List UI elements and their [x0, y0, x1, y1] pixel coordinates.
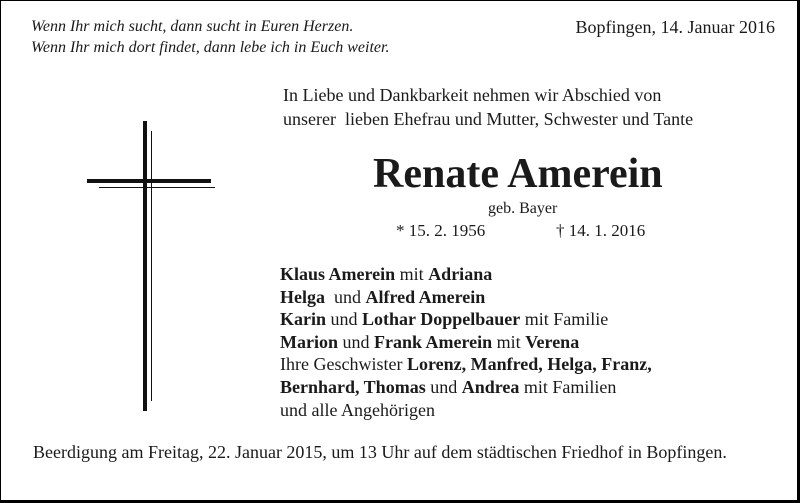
mourner-line	[280, 308, 652, 331]
mourner-text: Ihre Geschwister	[280, 354, 407, 375]
intro-line-2: unserer lieben Ehefrau und Mutter, Schwester und Tante	[283, 109, 694, 129]
mourners-list	[280, 263, 652, 421]
mourner-line	[280, 331, 652, 354]
mourner-text: und	[425, 376, 462, 397]
deceased-name: Renate Amerein	[373, 151, 663, 197]
mourner-text: mit	[395, 264, 429, 284]
mourner-name: Karin	[280, 309, 327, 330]
maiden-name: geb. Bayer	[488, 200, 558, 217]
motto-line-2: Wenn Ihr mich dort findet, dann lebe ich in Euch weiter.	[31, 39, 390, 56]
mourner-text: und alle Angehörigen	[280, 399, 435, 420]
funeral-info: Beerdigung am Freitag, 22. Januar 2015, um 13 Uhr auf dem städtischen Friedhof in Bopfingen.	[33, 442, 727, 462]
death-date: † 14. 1. 2016	[556, 221, 646, 240]
mourner-name: Andrea	[461, 376, 520, 397]
mourner-name: Klaus Amerein	[280, 264, 396, 284]
mourner-name: Adriana	[428, 264, 493, 284]
mourner-text: mit Familie	[520, 309, 609, 330]
intro-text	[283, 83, 693, 131]
mourner-name: Lorenz, Manfred, Helga, Franz,	[406, 354, 652, 375]
cross-icon	[87, 121, 215, 411]
mourner-text: mit Familien	[519, 376, 617, 397]
intro-line-1: In Liebe und Dankbarkeit nehmen wir Abschied von	[283, 85, 662, 105]
mourner-line	[280, 399, 652, 422]
mourner-name: Verena	[525, 331, 580, 352]
mourner-name: Frank Amerein	[374, 331, 493, 352]
life-dates	[396, 220, 646, 242]
mourner-name: Alfred Amerein	[365, 286, 486, 307]
mourner-name: Bernhard, Thomas	[280, 376, 426, 397]
motto-line-1: Wenn Ihr mich sucht, dann sucht in Euren Herzen.	[31, 18, 354, 35]
mourner-line	[280, 286, 652, 309]
mourner-line	[280, 353, 652, 376]
birth-date: * 15. 2. 1956	[396, 221, 486, 240]
mourner-name: Lothar Doppelbauer	[362, 309, 521, 330]
place-date: Bopfingen, 14. Januar 2016	[575, 17, 775, 37]
motto-quote	[31, 16, 389, 58]
mourner-line	[280, 376, 652, 399]
mourner-text: und	[325, 286, 366, 307]
mourner-text: und	[326, 309, 363, 330]
mourner-name: Helga	[280, 286, 325, 307]
mourner-text: und	[338, 331, 374, 352]
mourner-line	[280, 263, 652, 286]
mourner-text: mit	[492, 331, 526, 352]
mourner-name: Marion	[280, 331, 338, 352]
